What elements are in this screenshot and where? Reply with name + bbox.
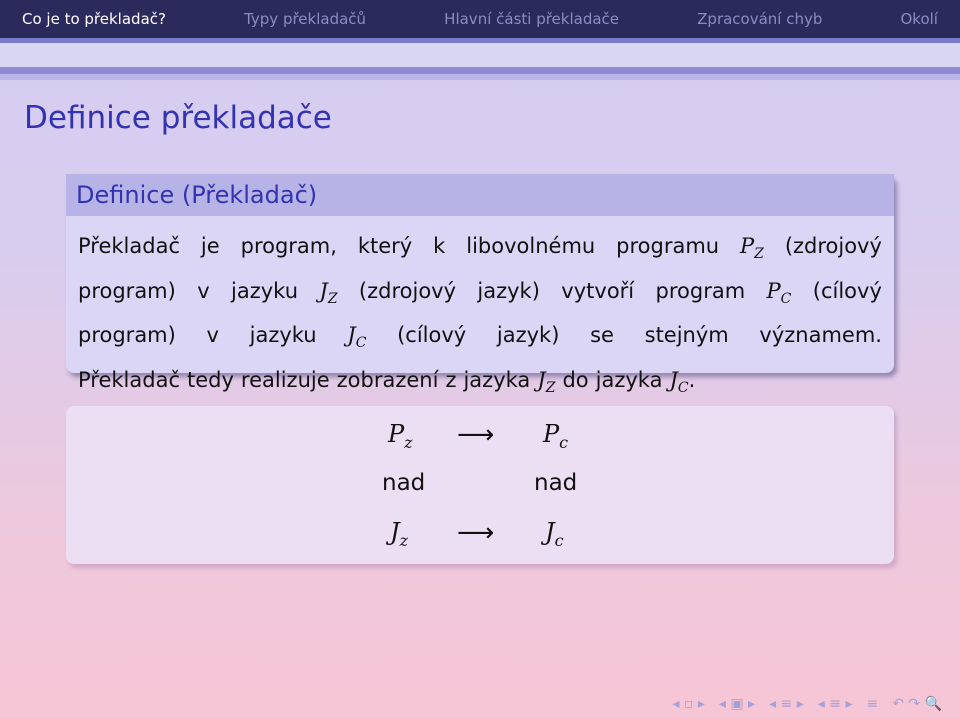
definition-block-body	[66, 216, 894, 407]
diagram-bottom-right: $J_c$	[545, 518, 564, 550]
definition-word: je	[200, 234, 220, 258]
definition-block	[66, 174, 894, 397]
header-strip-soft	[0, 74, 960, 80]
definition-line-4	[78, 362, 882, 407]
beamer-nav-icon-6[interactable]: ↶ ↷ 🔍	[892, 696, 942, 712]
definition-word: zobrazení	[336, 368, 439, 393]
definition-word: realizuje	[240, 368, 330, 393]
diagram-mid-left: nad	[382, 470, 426, 496]
definition-word: libovolnému	[466, 234, 596, 258]
definition-word: (cílový	[812, 278, 882, 303]
definition-word: $J_C$.	[669, 368, 696, 397]
nav-section-2[interactable]: Typy překladačů	[244, 10, 367, 28]
diagram-top-left: $P_z$	[388, 420, 413, 452]
nav-section-3[interactable]: Hlavní části překladače	[444, 10, 620, 28]
beamer-nav-icon-5[interactable]: ≡	[866, 696, 879, 712]
definition-word: $P_Z$	[740, 234, 764, 263]
frame-title: Definice překladače	[24, 100, 332, 136]
diagram-bottom-left: $J_z$	[390, 518, 409, 550]
definition-line-2	[78, 273, 882, 318]
definition-word: program,	[240, 234, 337, 258]
header-strip-mid	[0, 67, 960, 74]
definition-line-3	[78, 317, 882, 362]
nav-section-4[interactable]: Zpracování chyb	[697, 10, 823, 28]
beamer-nav-icon-2[interactable]: ◂ ▣ ▸	[718, 696, 756, 712]
definition-word: v	[206, 323, 219, 348]
definition-word: který	[357, 234, 413, 258]
definition-word: z	[445, 368, 457, 393]
definition-word: jazyk)	[477, 278, 540, 303]
definition-word: program)	[78, 278, 176, 303]
definition-word: Překladač	[78, 234, 180, 258]
section-navbar	[0, 0, 960, 38]
definition-word: $P_C$	[766, 278, 792, 307]
definition-word: se	[590, 323, 614, 348]
beamer-nav-icon-1[interactable]: ◂ ▫ ▸	[672, 696, 705, 712]
nav-section-1[interactable]: Co je to překladač?	[22, 10, 166, 28]
definition-word: $J_C$	[347, 323, 367, 352]
diagram-bottom-arrow: ⟶	[457, 518, 495, 548]
diagram-top-right: $P_c$	[543, 420, 569, 452]
definition-word: programu	[616, 234, 720, 258]
definition-word: jazyk)	[496, 323, 560, 348]
diagram-top-arrow: ⟶	[457, 420, 495, 450]
beamer-nav-icon-4[interactable]: ◂ ≡ ▸	[817, 696, 853, 712]
definition-word: tedy	[187, 368, 234, 393]
definition-word: jazyku	[249, 323, 317, 348]
definition-line-1	[78, 228, 882, 273]
definition-word: program	[655, 278, 746, 303]
translation-diagram	[66, 406, 894, 564]
definition-word: jazyka	[595, 368, 663, 393]
definition-block-title: Definice (Překladač)	[66, 174, 894, 216]
definition-word: $J_Z$	[537, 368, 556, 397]
definition-word: (zdrojový	[358, 278, 457, 303]
definition-word: v	[197, 278, 210, 303]
definition-word: stejným	[644, 323, 729, 348]
definition-word: (zdrojový	[784, 234, 882, 258]
definition-word: $J_Z$	[319, 278, 338, 307]
definition-word: program)	[78, 323, 176, 348]
beamer-nav-icon-3[interactable]: ◂ ≡ ▸	[769, 696, 804, 712]
definition-word: do	[562, 368, 589, 393]
header-strip-light	[0, 43, 960, 67]
definition-word: (cílový	[397, 323, 467, 348]
beamer-navigation	[672, 696, 942, 712]
definition-word: jazyka	[463, 368, 531, 393]
definition-word: k	[433, 234, 446, 258]
nav-section-5[interactable]: Okolí	[900, 10, 938, 28]
definition-word: Překladač	[78, 368, 180, 393]
definition-word: jazyku	[231, 278, 299, 303]
definition-word: významem.	[759, 323, 882, 348]
definition-word: vytvoří	[561, 278, 635, 303]
diagram-mid-right: nad	[534, 470, 578, 496]
